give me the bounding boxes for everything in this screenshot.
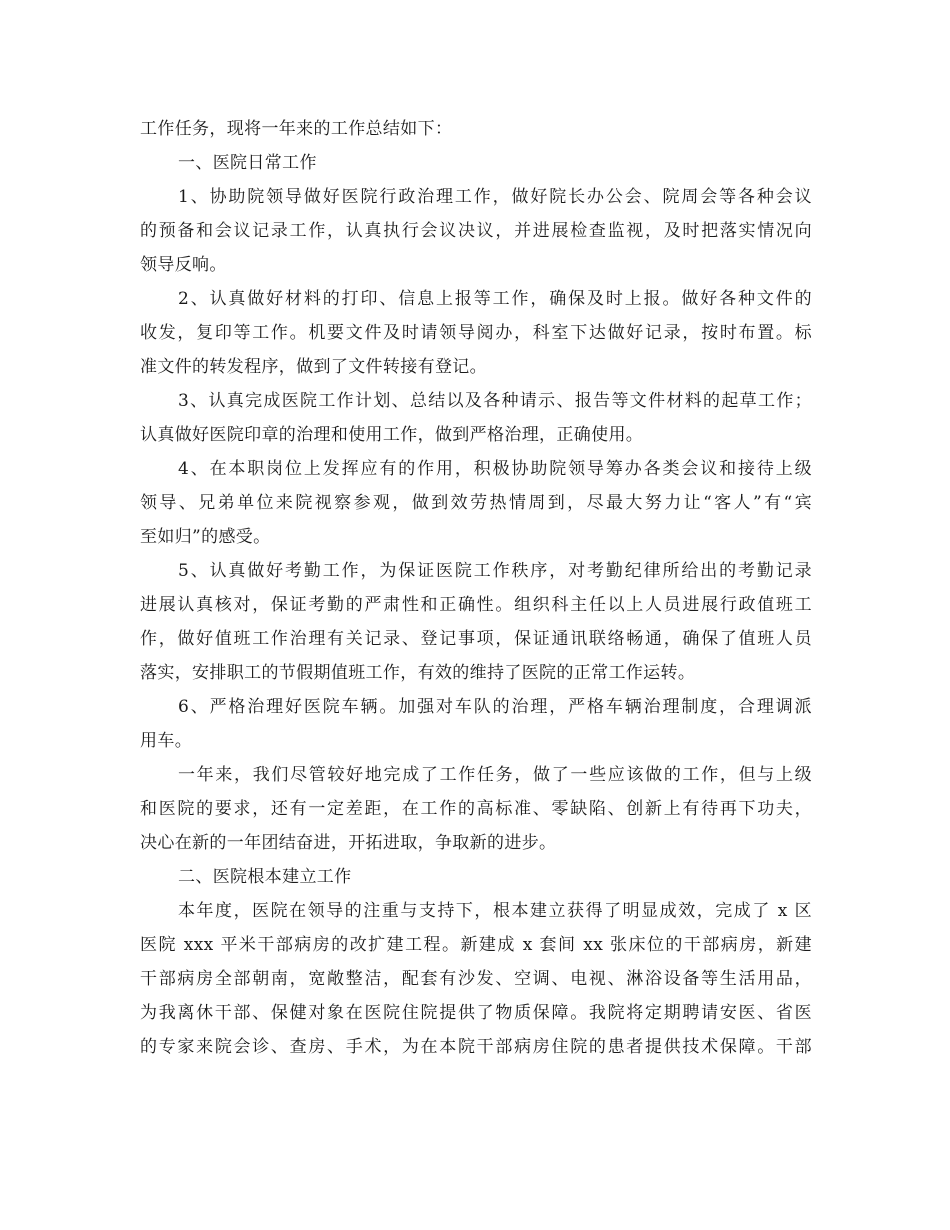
text-line: 收发，复印等工作。机要文件及时请领导阅办，科室下达做好记录，按时布置。标 [140,323,812,343]
text-line: 3、认真完成医院工作计划、总结以及各种请示、报告等文件材料的起草工作； [178,391,812,411]
text-line: 一年来，我们尽管较好地完成了工作任务，做了一些应该做的工作，但与上级 [178,765,812,785]
section-heading: 二、医院根本建立工作 [178,867,352,887]
text-line: 1、协助院领导做好医院行政治理工作，做好院长办公会、院周会等各种会议 [178,187,812,207]
section-heading: 一、医院日常工作 [178,153,317,173]
text-line: 决心在新的一年团结奋进，开拓进取，争取新的进步。 [140,833,557,853]
text-line: 用车。 [140,731,193,751]
text-line: 4、在本职岗位上发挥应有的作用，积极协助院领导筹办各类会议和接待上级 [178,459,812,479]
text-line: 6、严格治理好医院车辆。加强对车队的治理，严格车辆治理制度，合理调派 [178,697,812,717]
text-line: 的专家来院会诊、查房、手术，为在本院干部病房住院的患者提供技术保障。干部 [140,1037,812,1057]
text-line: 领导、兄弟单位来院视察参观，做到效劳热情周到，尽最大努力让“客人”有“宾 [140,493,812,513]
text-line: 落实，安排职工的节假期值班工作，有效的维持了医院的正常工作运转。 [140,663,696,683]
text-line: 认真做好医院印章的治理和使用工作，做到严格治理，正确使用。 [140,425,644,445]
text-line: 医院 xxx 平米干部病房的改扩建工程。新建成 x 套间 xx 张床位的干部病房，新建 [140,935,812,955]
text-line: 的预备和会议记录工作，认真执行会议决议，并进展检查监视，及时把落实情况向 [140,221,812,241]
text-line: 2、认真做好材料的打印、信息上报等工作，确保及时上报。做好各种文件的 [178,289,812,309]
text-line: 准文件的转发程序，做到了文件转接有登记。 [140,357,487,377]
text-line: 和医院的要求，还有一定差距，在工作的高标准、零缺陷、创新上有待再下功夫， [140,799,812,819]
text-line: 干部病房全部朝南，宽敞整洁，配套有沙发、空调、电视、淋浴设备等生活用品， [140,969,812,989]
text-line: 至如归”的感受。 [140,527,271,547]
text-line: 领导反响。 [140,255,227,275]
text-line: 为我离休干部、保健对象在医院住院提供了物质保障。我院将定期聘请安医、省医 [140,1003,812,1023]
document-body [140,112,812,1064]
text-line: 本年度，医院在领导的注重与支持下，根本建立获得了明显成效，完成了 x 区 [178,901,812,921]
text-line: 进展认真核对，保证考勤的严肃性和正确性。组织科主任以上人员进展行政值班工 [140,595,812,615]
text-line: 工作任务，现将一年来的工作总结如下： [140,119,453,139]
text-line: 5、认真做好考勤工作，为保证医院工作秩序，对考勤纪律所给出的考勤记录 [178,561,812,581]
text-line: 作，做好值班工作治理有关记录、登记事项，保证通讯联络畅通，确保了值班人员 [140,629,812,649]
